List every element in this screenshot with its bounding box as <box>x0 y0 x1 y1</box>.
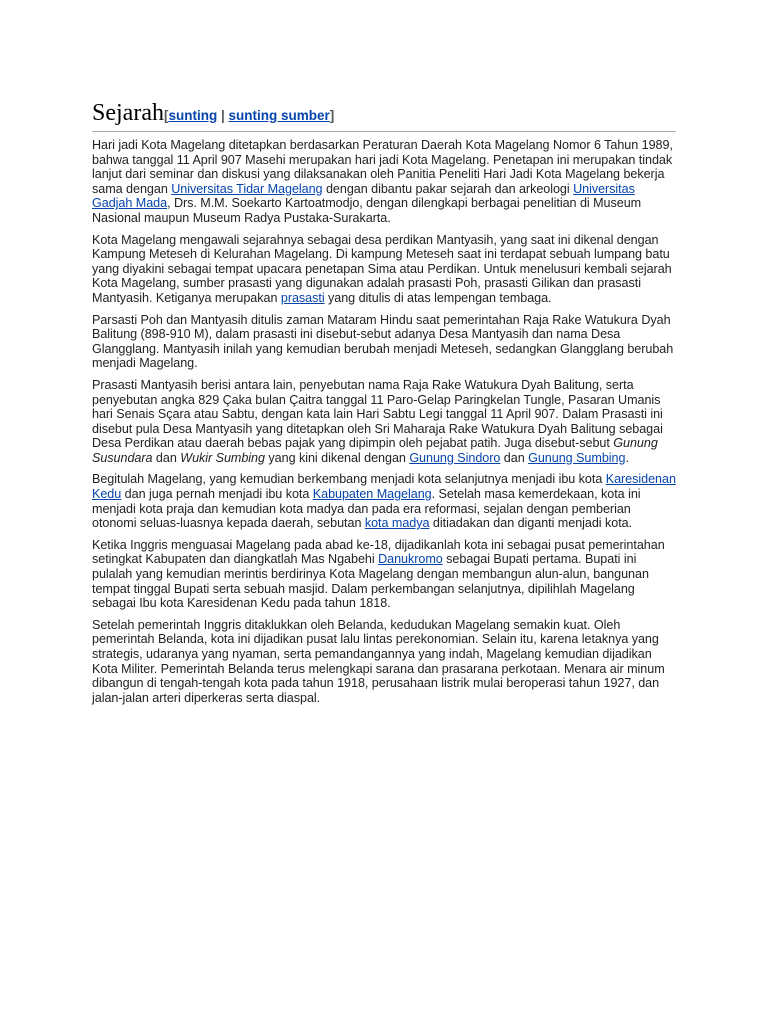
edit-bracket-close: ] <box>329 108 335 123</box>
paragraph-3 <box>92 313 676 371</box>
paragraph-text: sebagai Bupati pertama. Bupati ini pulalah yang kemudian merintis berdirinya Kota Magelang dengan membangun alun-alun, bangunan tempat tinggal Bupati serta sebuah masjid. Dalam perkembangan selanjutnya, dipilihlah Magelang sebagai Ibu kota Karesidenan Kedu pada tahun 1818. <box>92 552 649 611</box>
italic-text: Gunung Susundara <box>92 436 658 465</box>
paragraph-text: yang kini dikenal dengan <box>264 450 410 465</box>
edit-source-link[interactable]: sunting sumber <box>228 108 330 123</box>
paragraph-text: Hari jadi Kota Magelang ditetapkan berdasarkan Peraturan Daerah Kota Magelang Nomor 6 Tahun 1989, bahwa tanggal 11 April 907 Masehi merupakan hari jadi Kota Magelang. Penetapan ini merupakan tindak lanjut dari seminar dan diskusi yang dilaksanakan oleh Panitia Peneliti Hari Jadi Kota Magelang bekerja sama dengan <box>92 138 673 196</box>
article-link[interactable]: Universitas Tidar Magelang <box>171 181 323 196</box>
article-link[interactable]: kota madya <box>364 516 430 531</box>
paragraph-4 <box>92 378 676 466</box>
section-title: Sejarah <box>92 100 164 126</box>
paragraph-text: . <box>625 450 629 465</box>
paragraph-text: Prasasti Mantyasih berisi antara lain, penyebutan nama Raja Rake Watukura Dyah Balitung, serta penyebutan angka 829 Çaka bulan Çaitra tanggal 11 Paro-Gelap Paringkelan Tungle, Pasaran Umanis hari Senais Sçara atau Sabtu, dengan kata lain Hari Sabtu Legi tanggal 11 April 907. Dalam Prasasti ini disebut pula Desa Mantyasih yang ditetapkan oleh Sri Maharaja Rake Watukura Dyah Balitung sebagai Desa Perdikan atau daerah bebas pajak yang dipimpin oleh pejabat patih. Juga disebut-sebut <box>92 377 663 451</box>
paragraph-7 <box>92 618 676 706</box>
article-section <box>92 100 676 712</box>
paragraph-text: Begitulah Magelang, yang kemudian berkembang menjadi kota selanjutnya menjadi ibu kota <box>92 472 606 487</box>
paragraph-text: dengan dibantu pakar sejarah dan arkeologi <box>322 181 574 196</box>
paragraph-text: , Drs. M.M. Soekarto Kartoatmodjo, dengan dilengkapi berbagai penelitian di Museum Nasional maupun Museum Radya Pustaka-Surakarta. <box>92 196 642 225</box>
article-link[interactable]: prasasti <box>280 290 325 305</box>
section-heading <box>92 100 676 132</box>
paragraph-6 <box>92 538 676 611</box>
edit-bracket-open: [ <box>163 108 169 123</box>
paragraph-text: Parsasti Poh dan Mantyasih ditulis zaman Mataram Hindu saat pemerintahan Raja Rake Watukura Dyah Balitung (898-910 M), dalam prasasti ini disebut-sebut adanya Desa Mantyasih dan nama Desa Glangglang. Mantyasih inilah yang kemudian berubah menjadi Meteseh, sedangkan Glangglang berubah menjadi Magelang. <box>92 312 674 371</box>
paragraph-text: ditiadakan dan diganti menjadi kota. <box>429 516 633 531</box>
paragraph-text: Ketika Inggris menguasai Magelang pada abad ke-18, dijadikanlah kota ini sebagai pusat pemerintahan setingkat Kabupaten dan diangkatlah Mas Ngabehi <box>92 537 665 567</box>
paragraph-text: Kota Magelang mengawali sejarahnya sebagai desa perdikan Mantyasih, yang saat ini dikenal dengan Kampung Meteseh di Kelurahan Magelang. Di kampung Meteseh saat ini terdapat sebuah lumpang batu yang diyakini sebagai tempat upacara penetapan Sima atau Perdikan. Untuk menelusuri kembali sejarah Kota Magelang, sumber prasasti yang digunakan adalah prasasti Poh, prasasti Gilikan dan prasasti Mantyasih. Ketiganya merupakan <box>92 232 672 305</box>
paragraph-5 <box>92 472 676 530</box>
edit-section-links <box>164 108 334 123</box>
paragraph-2 <box>92 233 676 306</box>
edit-separator: | <box>217 108 229 123</box>
italic-text: Wukir Sumbing <box>180 450 265 465</box>
article-link[interactable]: Gunung Sumbing <box>528 450 626 465</box>
paragraph-text: dan juga pernah menjadi ibu kota <box>121 487 313 502</box>
paragraph-text: . Setelah masa kemerdekaan, kota ini menjadi kota praja dan kemudian kota madya dan pada era reformasi, sejalan dengan pemberian otonomi seluas-luasnya kepada daerah, sebutan <box>92 487 641 531</box>
article-link[interactable]: Gunung Sindoro <box>409 450 501 465</box>
paragraph-text: dan <box>500 450 529 465</box>
edit-link[interactable]: sunting <box>168 108 218 123</box>
article-link[interactable]: Universitas Gadjah Mada <box>92 181 635 211</box>
paragraph-text: Setelah pemerintah Inggris ditaklukkan oleh Belanda, kedudukan Magelang semakin kuat. Oleh pemerintah Belanda, kota ini dijadikan pusat lalu lintas perekonomian. Selain itu, karena letaknya yang strategis, udaranya yang nyaman, serta pemandangannya yang indah, Magelang kemudian dijadikan Kota Militer. Pemerintah Belanda terus melengkapi sarana dan prasarana perkotaan. Menara air minum dibangun di tengah-tengah kota pada tahun 1918, perusahaan listrik mulai beroperasi tahun 1927, dan jalan-jalan arteri diperkeras serta diaspal. <box>92 617 665 705</box>
paragraph-1 <box>92 138 676 226</box>
article-link[interactable]: Kabupaten Magelang <box>312 487 432 502</box>
paragraph-text: yang ditulis di atas lempengan tembaga. <box>324 290 552 305</box>
article-link[interactable]: Danukromo <box>378 552 443 567</box>
article-link[interactable]: Karesidenan Kedu <box>92 472 676 502</box>
paragraph-text: dan <box>152 450 181 465</box>
